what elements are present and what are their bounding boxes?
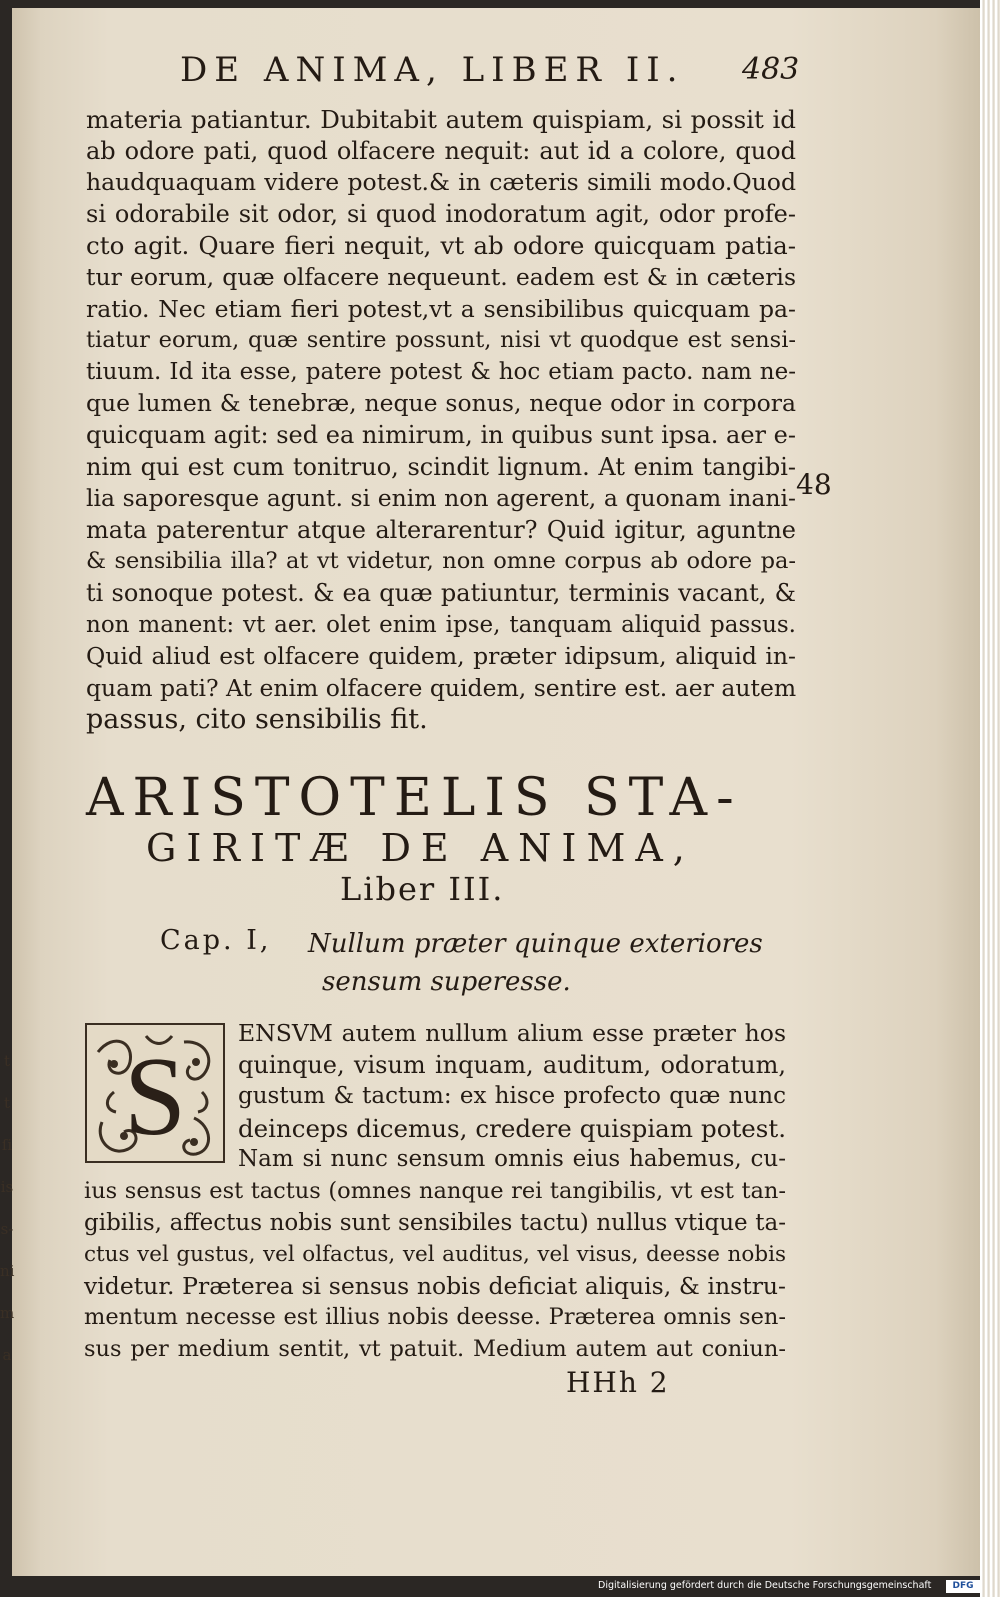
dfg-logo: DFG (946, 1580, 980, 1593)
chapter-summary-line-2: sensum superesse. (322, 967, 571, 997)
text-line: ctus vel gustus, vel olfactus, vel auditus, vel visus, deesse nobis (84, 1242, 786, 1268)
text-line: gibilis, affectus nobis sunt sensibiles tactu) nullus vtique ta- (84, 1209, 786, 1236)
text-line: cto agit. Quare fieri nequit, vt ab odore quicquam patia- (86, 231, 796, 261)
text-line: si odorabile sit odor, si quod inodoratum agit, odor profe- (86, 199, 796, 228)
text-line: sus per medium sentit, vt patuit. Medium autem aut coniun- (84, 1335, 786, 1362)
catchword: HHh 2 (566, 1366, 670, 1399)
initial-letter: S (123, 1035, 187, 1159)
fragment: ſi (1, 1136, 13, 1154)
text-line: & sensibilia illa? at vt videtur, non omne corpus ab odore pa- (86, 548, 796, 575)
text-line: quinque, visum inquam, auditum, odoratum, (238, 1050, 786, 1079)
text-line: mentum necesse est illius nobis deesse. Præterea omnis sen- (84, 1304, 786, 1331)
chapter-summary (308, 925, 763, 1001)
decorated-initial-icon (84, 1022, 226, 1164)
text-line: que lumen & tenebræ, neque sonus, neque odor in corpora (86, 389, 796, 418)
text-line: lia saporesque agunt. si enim non agerent, a quonam inani- (86, 484, 796, 513)
text-line: gustum & tactum: ex hisce profecto quæ nunc (238, 1083, 786, 1110)
text-line: ti sonoque potest. & ea quæ patiuntur, terminis vacant, & (86, 578, 796, 607)
fragment: s- (0, 1220, 14, 1238)
text-line: ratio. Nec etiam fieri potest,vt a sensibilibus quicquam pa- (86, 294, 796, 323)
fragment: t (3, 1094, 11, 1112)
book-title-line-1: ARISTOTELIS STA- (86, 768, 743, 828)
facing-page-fragments (0, 1040, 14, 1460)
text-line: videtur. Præterea si sensus nobis deficiat aliquis, & instru- (84, 1271, 786, 1300)
text-line: tiuum. Id ita esse, patere potest & hoc etiam pacto. nam ne- (86, 358, 796, 385)
chapter-label: Cap. I, (160, 925, 272, 956)
fragment: is (0, 1178, 14, 1196)
text-block-2 (238, 1018, 786, 1176)
text-line: tiatur eorum, quæ sentire possunt, nisi vt quodque est sensi- (86, 327, 796, 354)
text-block-1 (86, 104, 796, 736)
page-number: 483 (742, 52, 800, 87)
text-line: Nam si nunc sensum omnis eius habemus, cu- (238, 1146, 786, 1173)
text-line: ENSVM autem nullum alium esse præter hos (238, 1019, 786, 1047)
text-line: non manent: vt aer. olet enim ipse, tanquam aliquid passus. (86, 611, 796, 638)
text-line: nim qui est cum tonitruo, scindit lignum. At enim tangibi- (86, 452, 796, 481)
digitization-credit: Digitalisierung gefördert durch die Deutsche Forschungsgemeinschaft (598, 1580, 932, 1591)
text-line: Quid aliud est olfacere quidem, præter idipsum, aliquid in- (86, 642, 796, 671)
fragment: a (2, 1346, 12, 1364)
text-line: mata paterentur atque alterarentur? Quid igitur, aguntne (86, 515, 796, 544)
chapter-summary-line-1: Nullum præter quinque exteriores (308, 929, 763, 959)
book-title-line-2: GIRITÆ DE ANIMA, (146, 826, 695, 870)
text-line: ab odore pati, quod olfacere nequit: aut id a colore, quod (86, 136, 796, 165)
text-line: ius sensus est tactus (omnes nanque rei tangibilis, vt est tan- (84, 1178, 786, 1204)
page-edge-stack (980, 0, 1000, 1597)
text-line: deinceps dicemus, credere quispiam potest. (238, 1113, 786, 1143)
fragment: m (0, 1304, 15, 1322)
fragment: ni (0, 1262, 15, 1280)
text-line: quam pati? At enim olfacere quidem, sentire est. aer autem (86, 673, 797, 702)
margin-note: 48 (796, 468, 832, 501)
text-line: haudquaquam videre potest.& in cæteris simili modo.Quod (86, 168, 796, 197)
book-title-line-3: Liber III. (340, 870, 505, 908)
text-line: quicquam agit: sed ea nimirum, in quibus sunt ipsa. aer e- (86, 420, 796, 449)
text-line: tur eorum, quæ olfacere nequeunt. eadem est & in cæteris (86, 262, 796, 291)
fragment: t (3, 1052, 11, 1070)
text-block-3 (84, 1176, 786, 1366)
running-title: DE ANIMA, LIBER II. (180, 50, 685, 90)
text-line: materia patiantur. Dubitabit autem quispiam, si possit id (86, 105, 796, 134)
decorated-initial (84, 1022, 226, 1164)
text-line: passus, cito sensibilis fit. (86, 704, 428, 736)
